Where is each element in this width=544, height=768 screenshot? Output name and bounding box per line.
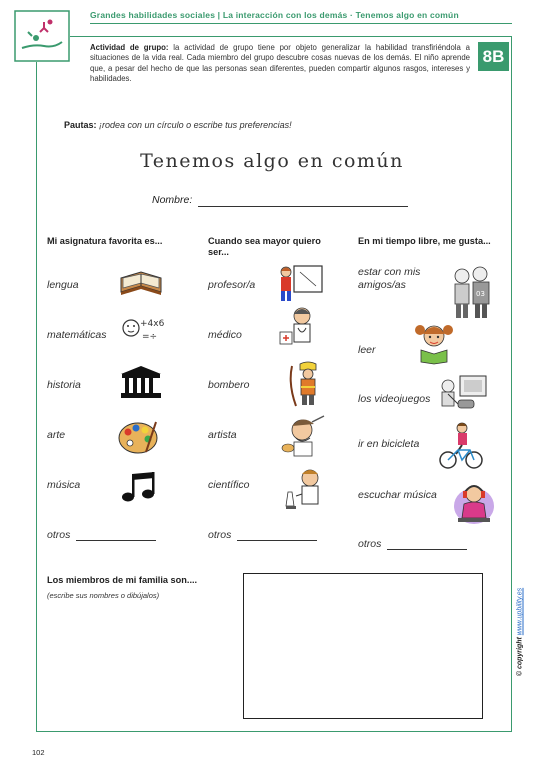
artist-icon bbox=[280, 412, 328, 465]
option-otros-freetime: otros bbox=[358, 538, 382, 550]
option-lengua[interactable]: lengua bbox=[47, 279, 79, 291]
logo bbox=[14, 10, 70, 62]
instructions bbox=[64, 120, 292, 130]
copyright-prefix: © copyright bbox=[516, 637, 524, 677]
option-musica-escuchar[interactable]: escuchar música bbox=[358, 489, 437, 501]
svg-text:03: 03 bbox=[476, 290, 485, 298]
headphones-girl-icon bbox=[452, 476, 496, 531]
page-number: 102 bbox=[32, 748, 45, 757]
worksheet-badge: 8B bbox=[478, 42, 509, 71]
option-medico[interactable]: médico bbox=[208, 329, 242, 341]
family-drawing-box[interactable] bbox=[243, 573, 483, 719]
option-musica[interactable]: música bbox=[47, 479, 81, 491]
option-videojuegos[interactable]: los videojuegos bbox=[358, 393, 431, 405]
header-rule-right bbox=[476, 23, 512, 24]
option-cientifico[interactable]: científico bbox=[208, 479, 250, 491]
option-artista[interactable]: artista bbox=[208, 429, 237, 441]
math-chalkboard-icon bbox=[120, 312, 170, 351]
music-note-icon bbox=[118, 470, 158, 509]
option-matematicas[interactable]: matemáticas bbox=[47, 329, 107, 341]
option-arte[interactable]: arte bbox=[47, 429, 66, 441]
column-heading-freetime: En mi tiempo libre, me gusta... bbox=[358, 236, 491, 246]
series-title: Grandes habilidades sociales | La interacción con los demás · Tenemos algo en común bbox=[90, 10, 459, 20]
scientist-icon bbox=[282, 466, 328, 519]
bicycle-icon bbox=[438, 420, 484, 475]
copyright-link[interactable]: www.upbility.es bbox=[516, 587, 524, 636]
greek-temple-icon bbox=[118, 364, 164, 405]
book-icon bbox=[118, 266, 164, 303]
firefighter-icon bbox=[284, 360, 324, 413]
svg-text:=÷: =÷ bbox=[142, 332, 158, 342]
name-label: Nombre: bbox=[152, 194, 193, 206]
otros-freetime-field[interactable] bbox=[387, 549, 467, 550]
option-profesor[interactable]: profesor/a bbox=[208, 279, 256, 291]
otros-subject-field[interactable] bbox=[76, 540, 156, 541]
header-rule bbox=[90, 23, 476, 24]
teacher-icon bbox=[276, 262, 324, 309]
option-historia[interactable]: historia bbox=[47, 379, 81, 391]
column-heading-career: Cuando sea mayor quiero ser... bbox=[208, 236, 321, 257]
copyright-notice bbox=[514, 586, 526, 678]
instructions-label: Pautas: bbox=[64, 120, 97, 130]
name-field[interactable] bbox=[198, 206, 408, 207]
option-amigos[interactable]: estar con mis amigos/as bbox=[358, 266, 421, 291]
option-bicicleta[interactable]: ir en bicicleta bbox=[358, 438, 420, 450]
option-bombero[interactable]: bombero bbox=[208, 379, 250, 391]
activity-description bbox=[90, 43, 470, 85]
video-game-icon bbox=[436, 372, 490, 417]
reading-girl-icon bbox=[413, 318, 455, 371]
instructions-text: ¡rodea con un círculo o escribe tus preferencias! bbox=[99, 120, 292, 130]
paint-palette-icon bbox=[116, 418, 160, 461]
page-title: Tenemos algo en común bbox=[140, 150, 404, 172]
activity-text: la actividad de grupo tiene por objeto generalizar la habilidad transfiriéndola a situaciones de la vida real. Cada miembro del grupo descubre cosas nuevas de los demás. El niño aprende que, a pesar del hecho de que las personas sean diferentes, pueden compartir algunos rasgos, intereses y habilidades. bbox=[90, 43, 470, 84]
family-subtitle: (escribe sus nombres o dibújalos) bbox=[47, 591, 160, 600]
doctor-icon bbox=[276, 304, 322, 355]
option-otros-subject: otros bbox=[47, 529, 71, 541]
column-heading-subject: Mi asignatura favorita es... bbox=[47, 236, 163, 246]
option-leer[interactable]: leer bbox=[358, 344, 376, 356]
otros-career-field[interactable] bbox=[237, 540, 317, 541]
family-heading: Los miembros de mi familia son.... bbox=[47, 575, 198, 585]
activity-label: Actividad de grupo: bbox=[90, 43, 169, 52]
svg-text:+4x6: +4x6 bbox=[140, 319, 165, 329]
option-otros-career: otros bbox=[208, 529, 232, 541]
